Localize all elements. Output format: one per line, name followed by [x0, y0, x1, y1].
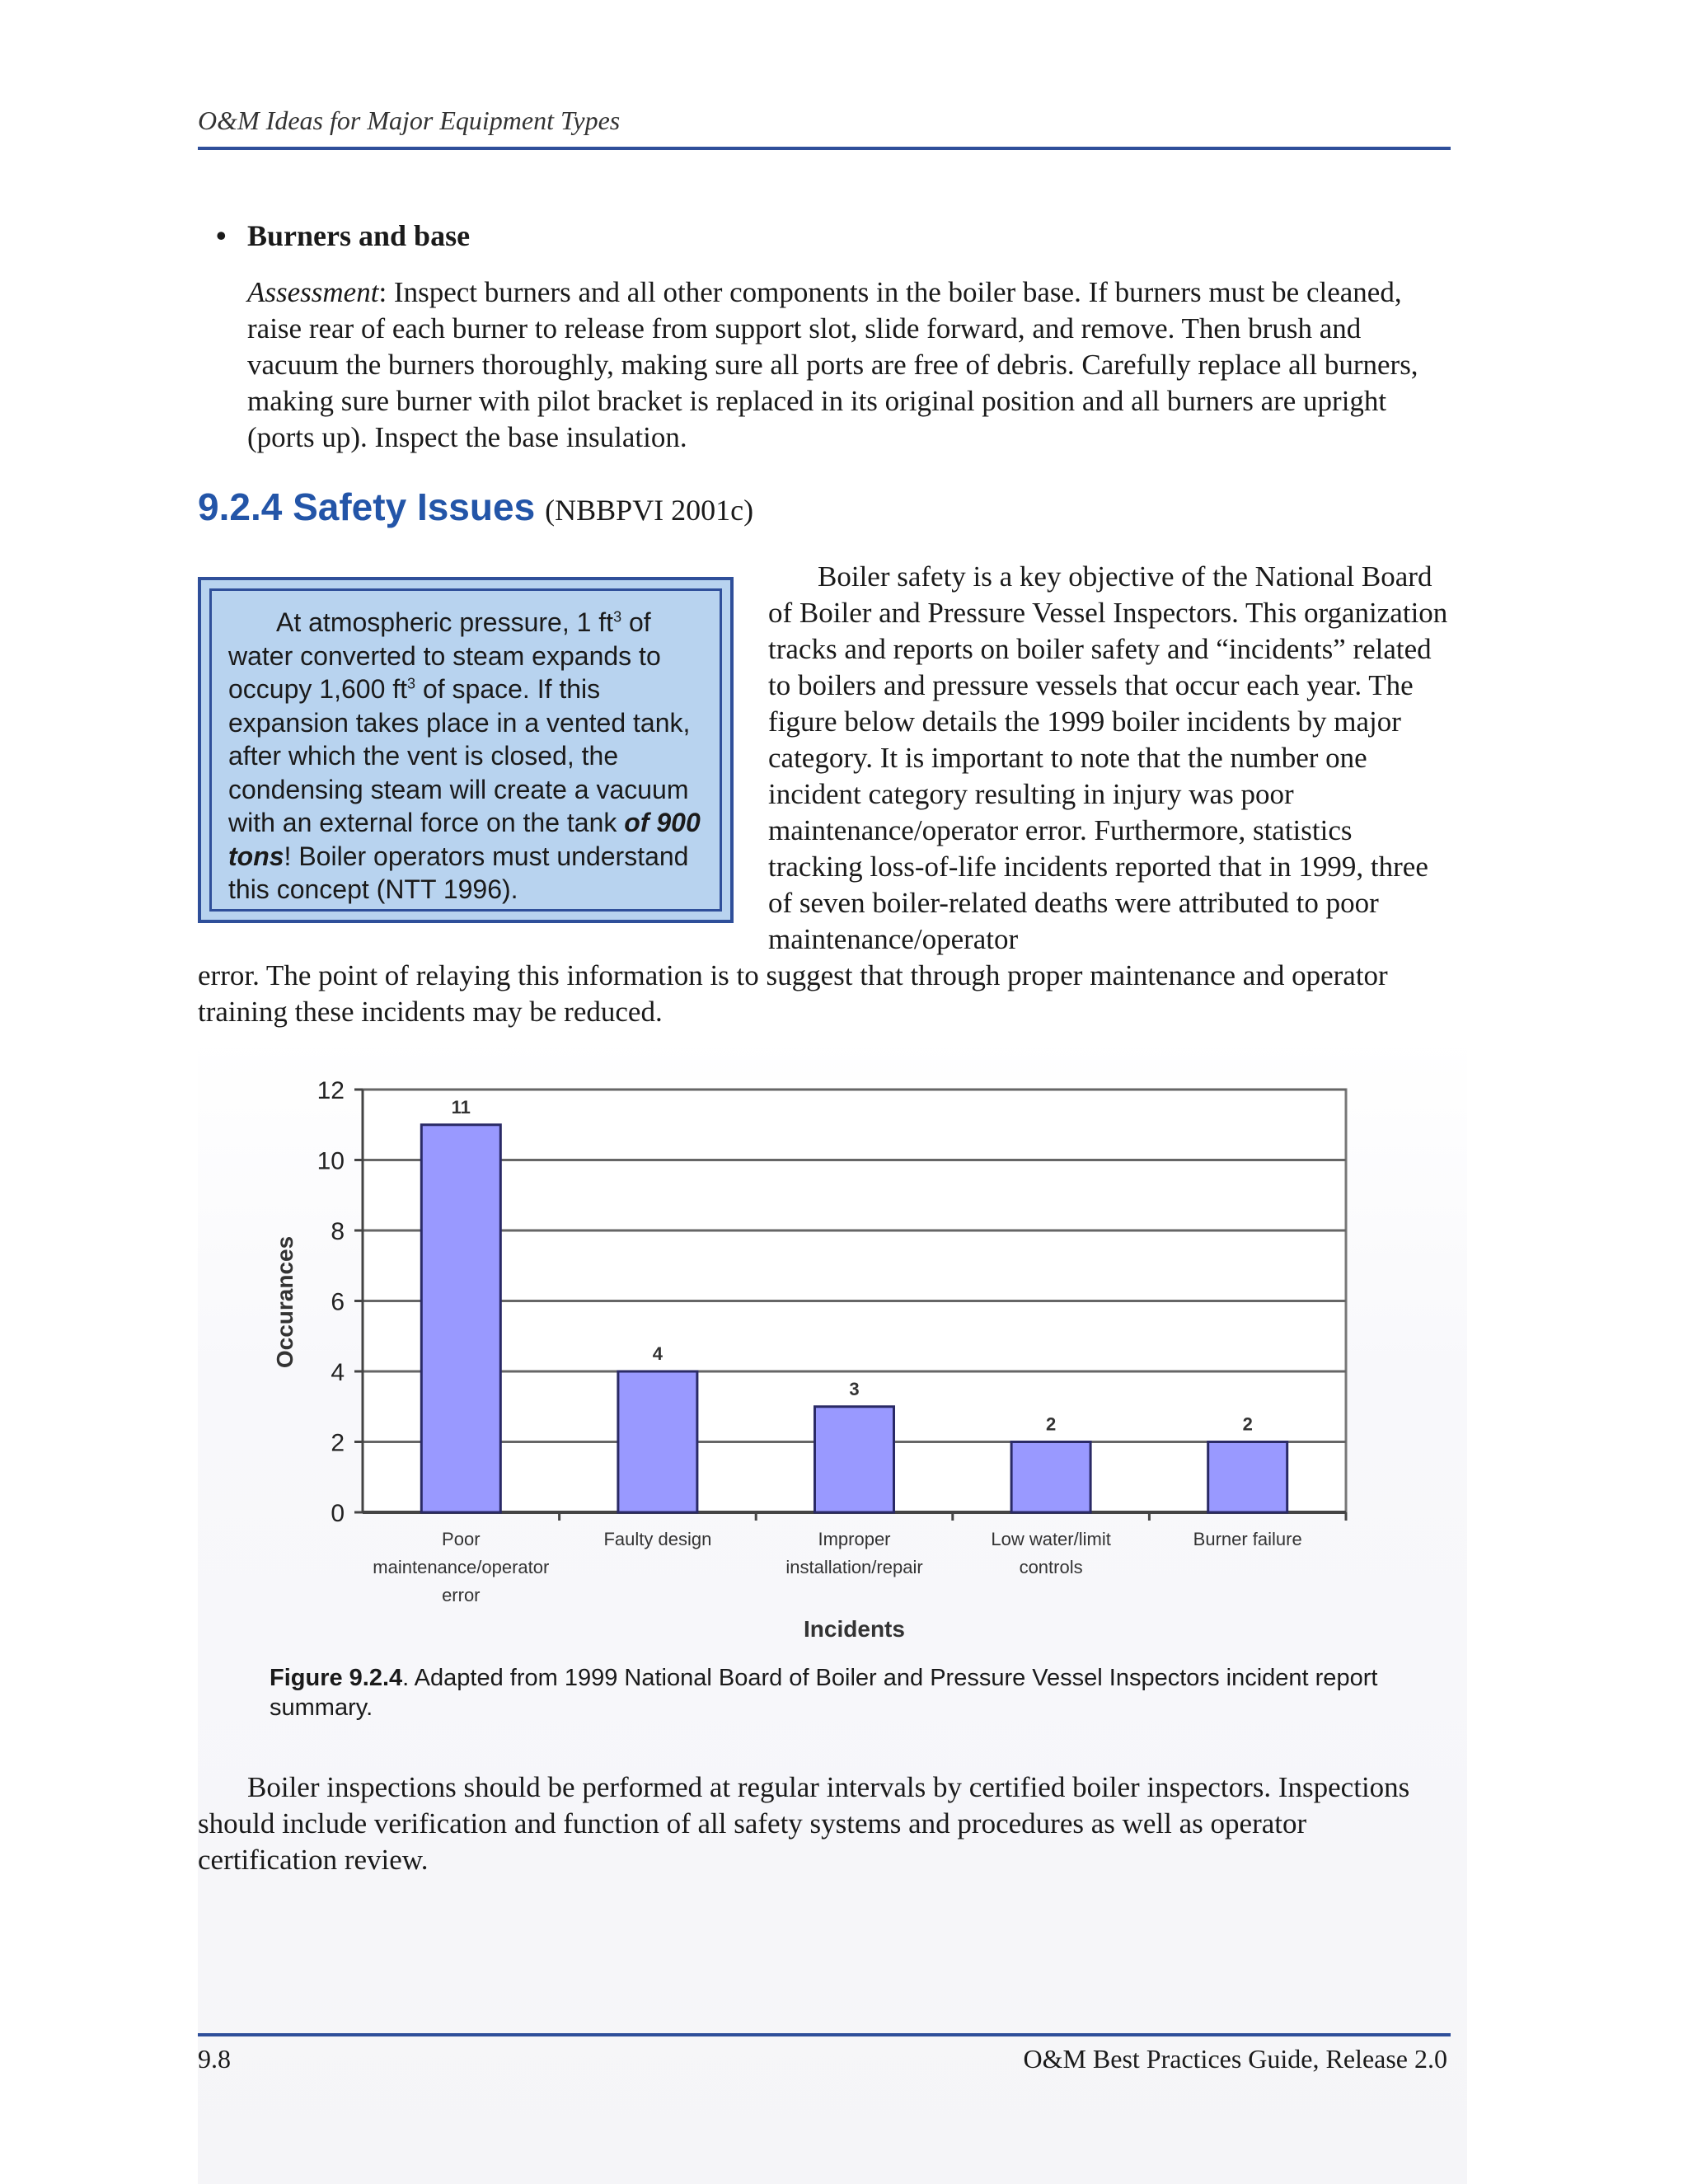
bar [1011, 1442, 1090, 1513]
data-label: 4 [652, 1343, 663, 1364]
figure-caption-text: . Adapted from 1999 National Board of Boiler and Pressure Vessel Inspectors incident report summary. [270, 1665, 1378, 1721]
x-category-label: Burner failure [1193, 1529, 1302, 1549]
bar [815, 1407, 894, 1512]
bullet-heading [216, 218, 470, 253]
y-tick-label: 12 [316, 1077, 345, 1104]
section-citation: (NBBPVI 2001c) [545, 494, 754, 527]
closing-paragraph: Boiler inspections should be performed at regular intervals by certified boiler inspectors. Inspections should include verification and function of all safety systems and procedures as well as operator certification review. [198, 1771, 1410, 1876]
section-title: 9.2.4 Safety Issues [198, 485, 536, 528]
x-category-label: Improper [818, 1529, 891, 1549]
footer-guide-title: O&M Best Practices Guide, Release 2.0 [1023, 2044, 1447, 2074]
header-rule [198, 147, 1451, 150]
y-tick-label: 4 [331, 1359, 345, 1386]
y-axis-title: Occurances [272, 1235, 298, 1369]
bar [421, 1125, 500, 1512]
page-number: 9.8 [198, 2044, 231, 2074]
data-label: 2 [1045, 1413, 1057, 1435]
y-tick-label: 10 [316, 1147, 345, 1175]
y-tick-label: 0 [331, 1500, 345, 1527]
assessment-text: : Inspect burners and all other components in the boiler base. If burners must be cleaned, raise rear of each burner to release from support slot, slide forward, and remove. Then brush and vacuum the burners thoroughly, making sure all ports are free of debris. Carefully replace all burners, making sure burner with pilot bracket is replaced in its original position and all burners are upright (ports up). Inspect the base insulation. [247, 276, 1418, 453]
incidents-bar-chart [198, 1055, 1418, 1665]
x-category-label: Low water/limit [991, 1529, 1111, 1549]
bullet-title: Burners and base [247, 219, 471, 252]
callout-box [198, 577, 734, 923]
bullet-dot-icon: • [216, 219, 227, 252]
x-category-label: Faulty design [603, 1529, 712, 1549]
x-category-label: installation/repair [785, 1557, 923, 1577]
data-label: 3 [849, 1378, 860, 1399]
x-category-label: maintenance/operator [373, 1557, 550, 1577]
figure-caption [270, 1663, 1423, 1722]
x-category-label: Poor [442, 1529, 481, 1549]
y-tick-label: 8 [331, 1218, 345, 1245]
assessment-label: Assessment [247, 276, 379, 308]
x-category-label: error [442, 1585, 481, 1605]
figure-label: Figure 9.2.4 [270, 1665, 403, 1691]
footer-rule [198, 2033, 1451, 2036]
y-tick-label: 6 [331, 1288, 345, 1316]
assessment-paragraph [247, 274, 1451, 456]
x-axis-title: Incidents [804, 1616, 905, 1642]
safety-paragraph-continued: error. The point of relaying this information is to suggest that through proper maintenance and operator training these incidents may be reduced. [198, 959, 1388, 1028]
section-heading [198, 485, 753, 529]
callout-emphasis: of 900 tons [228, 808, 701, 871]
chart-svg [198, 1055, 1418, 1665]
data-label: 2 [1242, 1413, 1253, 1435]
safety-paragraph-column: Boiler safety is a key objective of the National Board of Boiler and Pressure Vessel Inspectors. This organization tracks and reports on boiler safety and “incidents” related to boilers and pressure vessels that occur each year. The figure below details the 1999 boiler incidents by major category. It is important to note that the number one incident category resulting in injury was poor maintenance/operator error. Furthermore, statistics tracking loss-of-life incidents reported that in 1999, three of seven boiler-related deaths were attributed to poor maintenance/operator [768, 560, 1448, 955]
callout-text: At atmospheric pressure, 1 $ft^3$ of water converted to steam expands to occupy 1,600 $ft^3$ of space. If this expansion takes place in a vented tank, after which the vent is closed, the condensing steam will create a vacuum with an external force on the tank of 900 tons! Boiler operators must understand this concept (NTT 1996). [209, 588, 722, 912]
x-category-label: controls [1019, 1557, 1083, 1577]
bar [1208, 1442, 1287, 1513]
running-header-title: O&M Ideas for Major Equipment Types [198, 105, 621, 135]
y-tick-label: 2 [331, 1429, 345, 1457]
bar [618, 1371, 697, 1512]
data-label: 11 [451, 1096, 471, 1118]
